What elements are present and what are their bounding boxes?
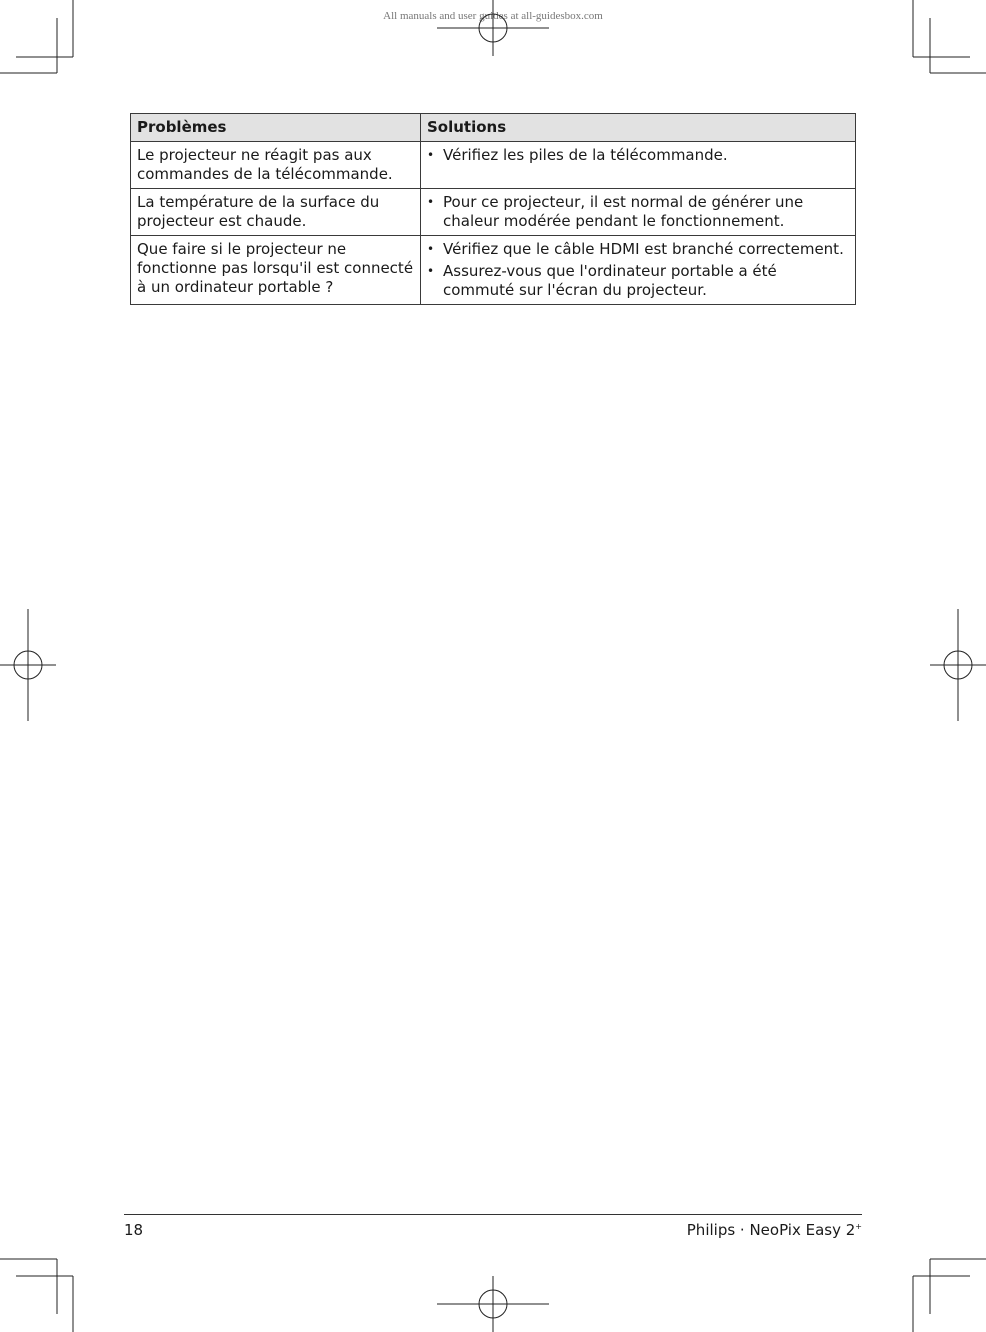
table-header-row [131, 114, 856, 142]
bullet-icon: • [427, 195, 435, 209]
solution-list [427, 193, 849, 231]
problem-cell: Que faire si le projecteur ne fonctionne pas lorsqu'il est connecté à un ordinateur portable ? [131, 236, 421, 305]
bullet-icon: • [427, 148, 435, 162]
solution-cell [421, 142, 856, 189]
solution-cell [421, 236, 856, 305]
header-solutions: Solutions [421, 114, 856, 142]
solution-item: • Vérifiez les piles de la télécommande. [427, 146, 728, 164]
table-row [131, 142, 856, 189]
bullet-icon: • [427, 264, 435, 278]
table-row [131, 236, 856, 305]
solution-list [427, 240, 849, 300]
header-problems: Problèmes [131, 114, 421, 142]
solution-list [427, 146, 849, 165]
table-row [131, 189, 856, 236]
watermark-text: All manuals and user guides at all-guidesbox.com [383, 10, 603, 22]
brand-plus-mark: + [855, 1222, 862, 1231]
solution-cell [421, 189, 856, 236]
footer-divider [124, 1214, 862, 1215]
bullet-icon: • [427, 242, 435, 256]
footer-brand: Philips · NeoPix Easy 2+ [686, 1221, 862, 1239]
solution-item: • Assurez-vous que l'ordinateur portable a été commuté sur l'écran du projecteur. [427, 262, 777, 299]
problem-cell: La température de la surface du projecteur est chaude. [131, 189, 421, 236]
solution-item: • Pour ce projecteur, il est normal de générer une chaleur modérée pendant le fonctionnement. [427, 193, 804, 230]
troubleshooting-table [130, 113, 856, 305]
problem-cell: Le projecteur ne réagit pas aux commandes de la télécommande. [131, 142, 421, 189]
solution-item: • Vérifiez que le câble HDMI est branché correctement. [427, 240, 844, 258]
page-number: 18 [124, 1221, 144, 1239]
